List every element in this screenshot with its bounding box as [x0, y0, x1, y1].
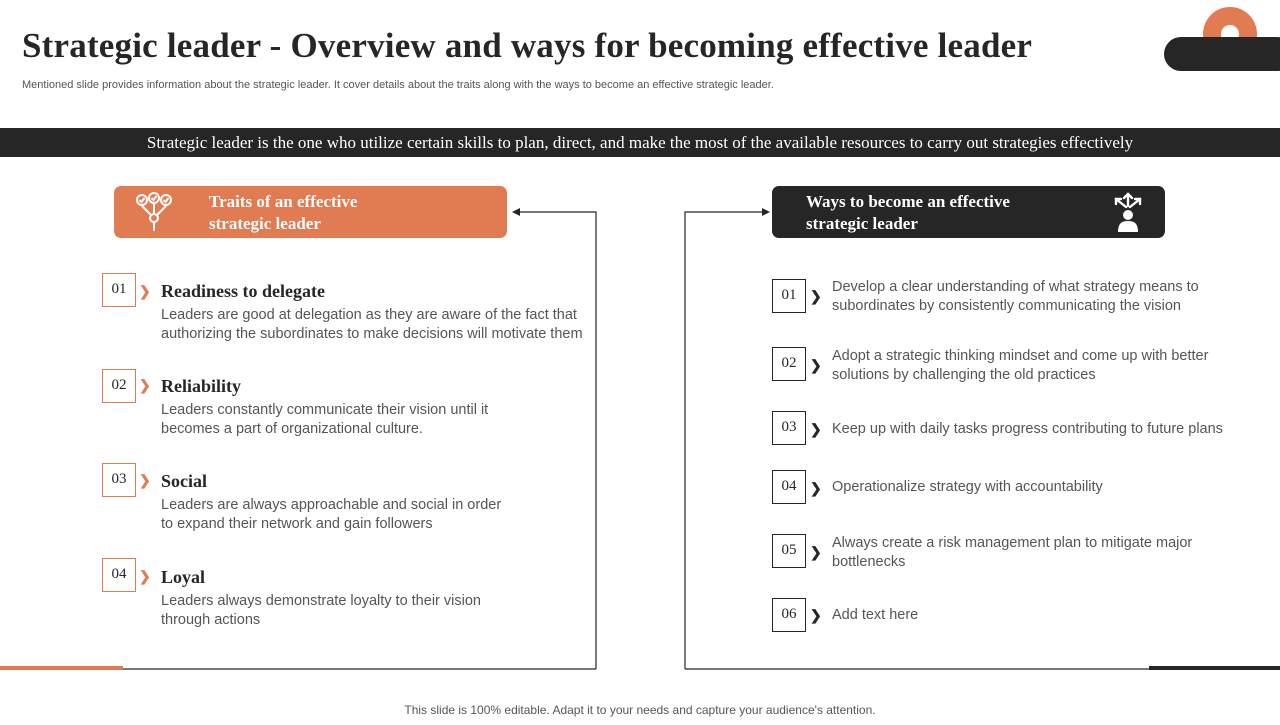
page-title: Strategic leader - Overview and ways for becoming effective leader: [22, 26, 1033, 65]
chevron-right-icon: ❯: [810, 544, 822, 560]
way-text-line: Operationalize strategy with accountability: [832, 479, 1103, 495]
trait-description-line: Leaders are always approachable and social in order: [161, 497, 502, 513]
team-check-icon: [134, 192, 174, 232]
trait-number: 02: [102, 369, 136, 403]
trait-title: Reliability: [161, 376, 241, 396]
way-text: [832, 534, 1192, 571]
way-number: 04: [772, 470, 806, 504]
trait-description: [161, 401, 488, 438]
leader-directions-icon: [1110, 191, 1146, 233]
footer-note: This slide is 100% editable. Adapt it to your needs and capture your audience's attention.: [404, 703, 876, 717]
way-number: 06: [772, 598, 806, 632]
top-right-decoration: [1164, 0, 1280, 72]
way-text: [832, 347, 1208, 384]
chevron-right-icon: ❯: [810, 607, 822, 623]
trait-description-line: authorizing the subordinates to make decisions will motivate them: [161, 325, 583, 342]
way-text-line: Keep up with daily tasks progress contributing to future plans: [832, 421, 1223, 437]
way-text: [832, 278, 1199, 315]
way-number: 05: [772, 534, 806, 568]
chevron-right-icon: ❯: [810, 480, 822, 496]
trait-description-line: through actions: [161, 611, 261, 628]
traits-header-line2: strategic leader: [209, 214, 321, 233]
trait-number: 01: [102, 273, 136, 307]
traits-header-line1: Traits of an effective: [209, 192, 358, 211]
way-text-line: Adopt a strategic thinking mindset and come up with better: [832, 348, 1209, 364]
way-text-line: Develop a clear understanding of what strategy means to: [832, 279, 1199, 295]
trait-description-line: Leaders constantly communicate their vision until it: [161, 402, 489, 418]
trait-description-line: Leaders are good at delegation as they are aware of the fact that: [161, 307, 577, 323]
way-text: [832, 420, 1223, 439]
way-text-line: solutions by challenging the old practices: [832, 366, 1096, 383]
way-number: 02: [772, 347, 806, 381]
chevron-right-icon: ❯: [810, 357, 822, 373]
trait-description-line: becomes a part of organizational culture.: [161, 420, 423, 437]
chevron-right-icon: ❯: [139, 283, 151, 299]
page-subtitle: Mentioned slide provides information about the strategic leader. It cover details about the traits along with the ways to become an effective strategic leader.: [22, 79, 774, 91]
way-text-line: Add text here: [832, 607, 919, 623]
way-text-line: bottlenecks: [832, 553, 906, 570]
trait-number: 04: [102, 558, 136, 592]
ways-header-line2: strategic leader: [806, 214, 918, 233]
way-text: [832, 478, 1103, 497]
trait-number: 03: [102, 463, 136, 497]
chevron-right-icon: ❯: [810, 288, 822, 304]
ways-header-line1: Ways to become an effective: [806, 192, 1010, 211]
way-text-line: subordinates by consistently communicating the vision: [832, 297, 1181, 314]
chevron-right-icon: ❯: [139, 377, 151, 393]
definition-banner: Strategic leader is the one who utilize certain skills to plan, direct, and make the most of the available resources to carry out strategies effectively: [0, 128, 1280, 157]
way-number: 01: [772, 279, 806, 313]
chevron-right-icon: ❯: [139, 568, 151, 584]
way-text: [832, 606, 918, 625]
traits-header: [114, 186, 507, 238]
trait-description: [161, 592, 481, 629]
trait-description: [161, 496, 501, 533]
trait-title: Loyal: [161, 567, 206, 587]
chevron-right-icon: ❯: [139, 472, 151, 488]
way-number: 03: [772, 411, 806, 445]
trait-description: [161, 306, 583, 343]
ways-header: [772, 186, 1165, 238]
trait-title: Social: [161, 471, 208, 491]
trait-description-line: Leaders always demonstrate loyalty to their vision: [161, 593, 481, 609]
way-text-line: Always create a risk management plan to mitigate major: [832, 535, 1193, 551]
chevron-right-icon: ❯: [810, 421, 822, 437]
trait-title: Readiness to delegate: [161, 281, 325, 301]
trait-description-line: to expand their network and gain followers: [161, 515, 433, 532]
